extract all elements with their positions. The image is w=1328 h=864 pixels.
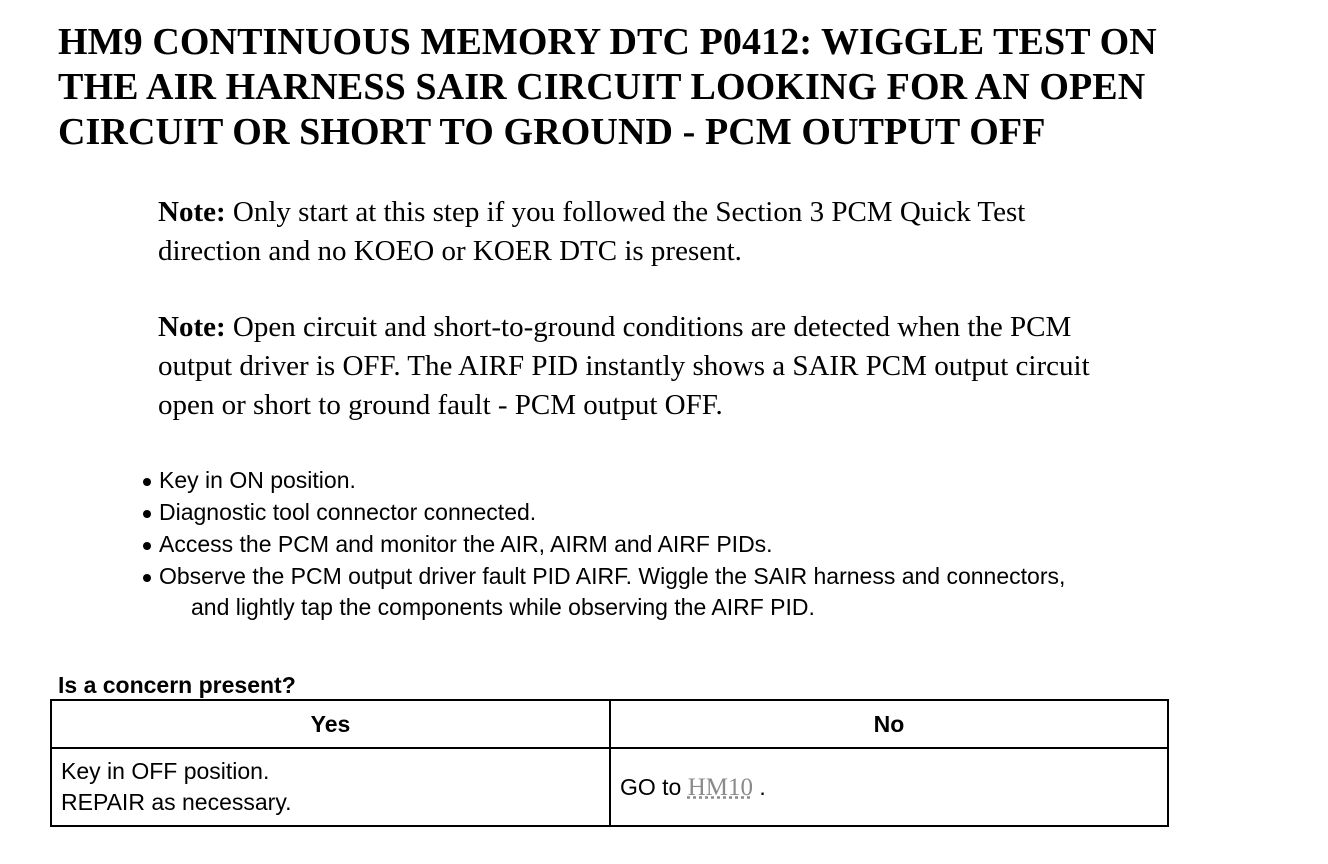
title-line: HM9 CONTINUOUS MEMORY DTC P0412: WIGGLE TEST ON: [58, 21, 1157, 63]
note-label: Note:: [158, 196, 226, 228]
yes-action-line: Key in OFF position.: [61, 758, 270, 784]
note-detection: [158, 308, 1288, 425]
no-action-prefix: GO to: [620, 773, 688, 800]
list-item: [140, 560, 1310, 622]
no-action-suffix: .: [753, 773, 766, 800]
note-line: [158, 308, 1288, 347]
table-header-row: [51, 700, 1168, 748]
step-list: [140, 464, 1310, 622]
no-cell: [610, 748, 1168, 826]
note-line: open or short to ground fault - PCM output OFF.: [158, 389, 723, 421]
note-line: [158, 193, 1288, 232]
bullet-icon: [143, 478, 151, 486]
list-item: [140, 464, 1310, 496]
note-line: direction and no KOEO or KOER DTC is present.: [158, 235, 742, 267]
step-text: Diagnostic tool connector connected.: [159, 499, 537, 525]
note-text: Open circuit and short-to-ground conditions are detected when the PCM: [225, 311, 1072, 343]
table-row: [51, 748, 1168, 826]
hm10-link[interactable]: HM10: [687, 773, 754, 801]
question-heading: Is a concern present?: [58, 672, 296, 698]
bullet-icon: [143, 574, 151, 582]
yes-cell: [51, 748, 610, 826]
page-title: [58, 20, 1298, 155]
bullet-icon: [143, 510, 151, 518]
list-item: [140, 496, 1310, 528]
note-label: Note:: [158, 311, 226, 343]
bullet-icon: [143, 542, 151, 550]
yes-header: Yes: [51, 700, 610, 748]
decision-table: [50, 699, 1169, 827]
yes-action-line: REPAIR as necessary.: [61, 789, 292, 815]
list-item: [140, 528, 1310, 560]
step-text: Access the PCM and monitor the AIR, AIRM and AIRF PIDs.: [159, 531, 773, 557]
title-line: THE AIR HARNESS SAIR CIRCUIT LOOKING FOR AN OPEN: [58, 66, 1146, 108]
step-continuation: and lightly tap the components while observing the AIRF PID.: [191, 594, 815, 620]
step-text: Key in ON position.: [159, 467, 356, 493]
note-line: output driver is OFF. The AIRF PID instantly shows a SAIR PCM output circuit: [158, 350, 1090, 382]
title-line: CIRCUIT OR SHORT TO GROUND - PCM OUTPUT OFF: [58, 111, 1046, 153]
no-header: No: [610, 700, 1168, 748]
note-start-condition: [158, 193, 1288, 271]
step-text: Observe the PCM output driver fault PID AIRF. Wiggle the SAIR harness and connectors,: [159, 563, 1066, 589]
note-text: Only start at this step if you followed the Section 3 PCM Quick Test: [225, 196, 1026, 228]
